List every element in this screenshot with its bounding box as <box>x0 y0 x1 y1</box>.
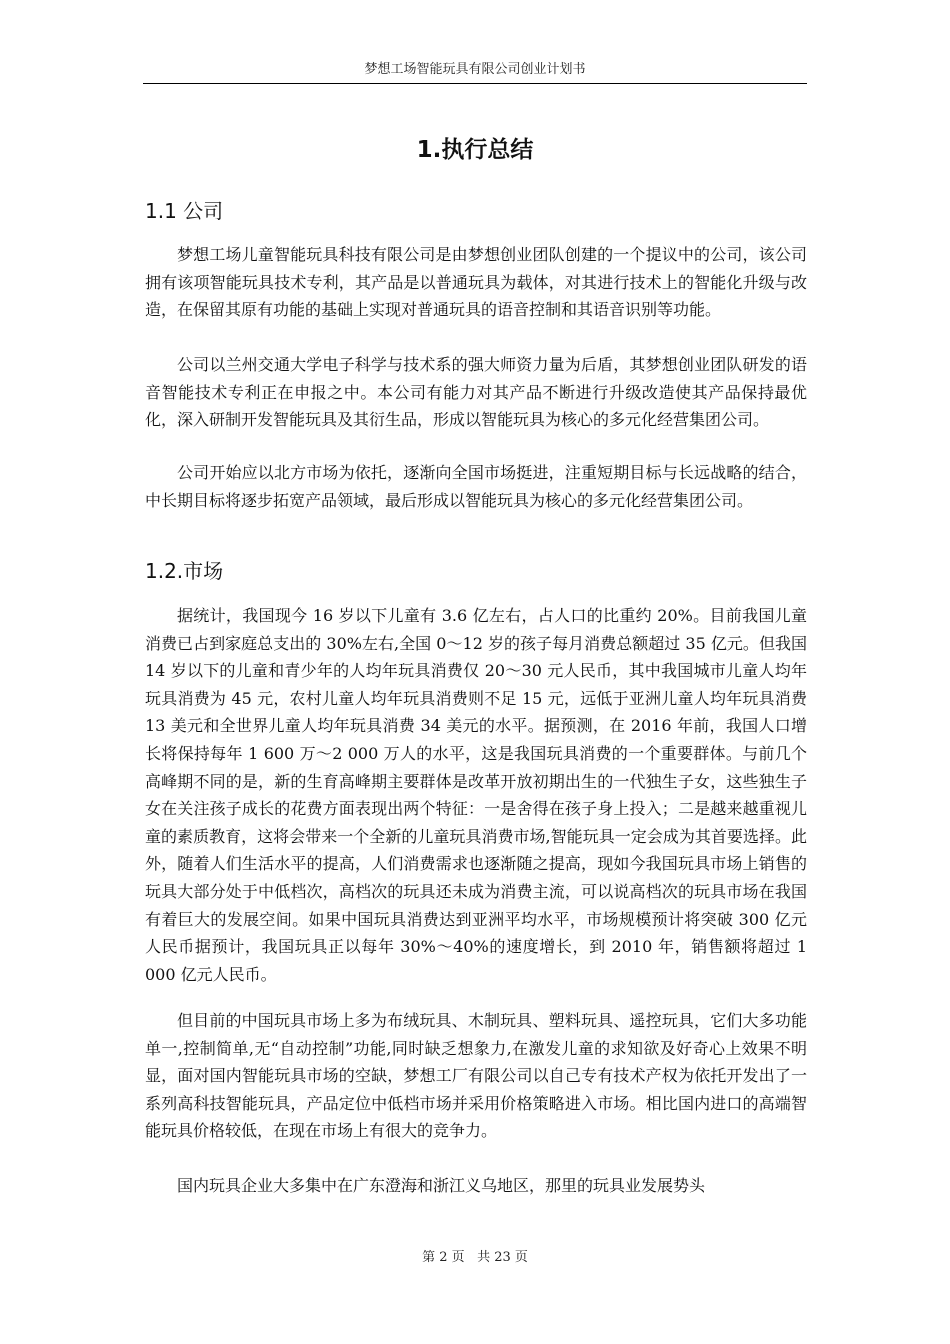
section-heading-market: 1.2.市场 <box>145 559 224 583</box>
market-paragraph-3: 国内玩具企业大多集中在广东澄海和浙江义乌地区，那里的玩具业发展势头 <box>177 1176 706 1195</box>
market-paragraph-2: 但目前的中国玩具市场上多为布绒玩具、木制玩具、塑料玩具、遥控玩具，它们大多功能单一,控制简单,无“自动控制”功能,同时缺乏想象力,在激发儿童的求知欲及好奇心上效果不明显，面对国内智能玩具市场的空缺，梦想工厂有限公司以自己专有技术产权为依托开发出了一系列高科技智能玩具，产品定位中低档市场并采用价格策略进入市场。相比国内进口的高端智能玩具价格较低，在现在市场上有很大的竞争力。 <box>145 1011 807 1141</box>
chapter-title: 1.执行总结 <box>416 137 534 163</box>
page-number: 第 2 页 <box>422 1250 465 1265</box>
company-paragraph-1: 梦想工场儿童智能玩具科技有限公司是由梦想创业团队创建的一个提议中的公司，该公司拥有该项智能玩具技术专利，其产品是以普通玩具为载体，对其进行技术上的智能化升级与改造，在保留其原有功能的基础上实现对普通玩具的语音控制和其语音识别等功能。 <box>145 245 807 320</box>
market-paragraph-1: 据统计，我国现今 16 岁以下儿童有 3.6 亿左右，占人口的比重约 20%。目前我国儿童消费已占到家庭总支出的 30%左右,全国 0～12 岁的孩子每月消费总额超过 35 亿元。但我国 14 岁以下的儿童和青少年的人均年玩具消费仅 20～30 元人民币，其中我国城市儿童人均年玩具消费为 45 元，农村儿童人均年玩具消费则不足 15 元，远低于亚洲儿童人均年玩具消费 13 美元和全世界儿童人均年玩具消费 34 美元的水平。据预测，在 2016 年前，我国人口增长将保持每年 1 600 万～2 000 万人的水平，这是我国玩具消费的一个重要群体。与前几个高峰期不同的是，新的生育高峰期主要群体是改革开放初期出生的一代独生子女，这些独生子女在关注孩子成长的花费方面表现出两个特征：一是舍得在孩子身上投入；二是越来越重视儿童的素质教育，这将会带来一个全新的儿童玩具消费市场,智能玩具一定会成为其首要选择。此外，随着人们生活水平的提高，人们消费需求也逐渐随之提高，现如今我国玩具市场上销售的玩具大部分处于中低档次，高档次的玩具还未成为消费主流，可以说高档次的玩具市场在我国有着巨大的发展空间。如果中国玩具消费达到亚洲平均水平，市场规模预计将突破 300 亿元人民币据预计，我国玩具正以每年 30%～40%的速度增长，到 2010 年，销售额将超过 1 000 亿元人民币。 <box>145 606 807 984</box>
page-header: 梦想工场智能玩具有限公司创业计划书 <box>364 62 586 77</box>
page-total: 共 23 页 <box>477 1250 528 1265</box>
section-heading-company: 1.1 公司 <box>145 199 224 223</box>
company-paragraph-2: 公司以兰州交通大学电子科学与技术系的强大师资力量为后盾，其梦想创业团队研发的语音智能技术专利正在申报之中。本公司有能力对其产品不断进行升级改造使其产品保持最优化，深入研制开发智能玩具及其衍生品，形成以智能玩具为核心的多元化经营集团公司。 <box>145 355 807 430</box>
company-paragraph-3: 公司开始应以北方市场为依托，逐渐向全国市场挺进，注重短期目标与长远战略的结合，中长期目标将逐步拓宽产品领域，最后形成以智能玩具为核心的多元化经营集团公司。 <box>145 463 807 510</box>
page-footer <box>143 1248 807 1268</box>
header-divider <box>143 83 807 84</box>
